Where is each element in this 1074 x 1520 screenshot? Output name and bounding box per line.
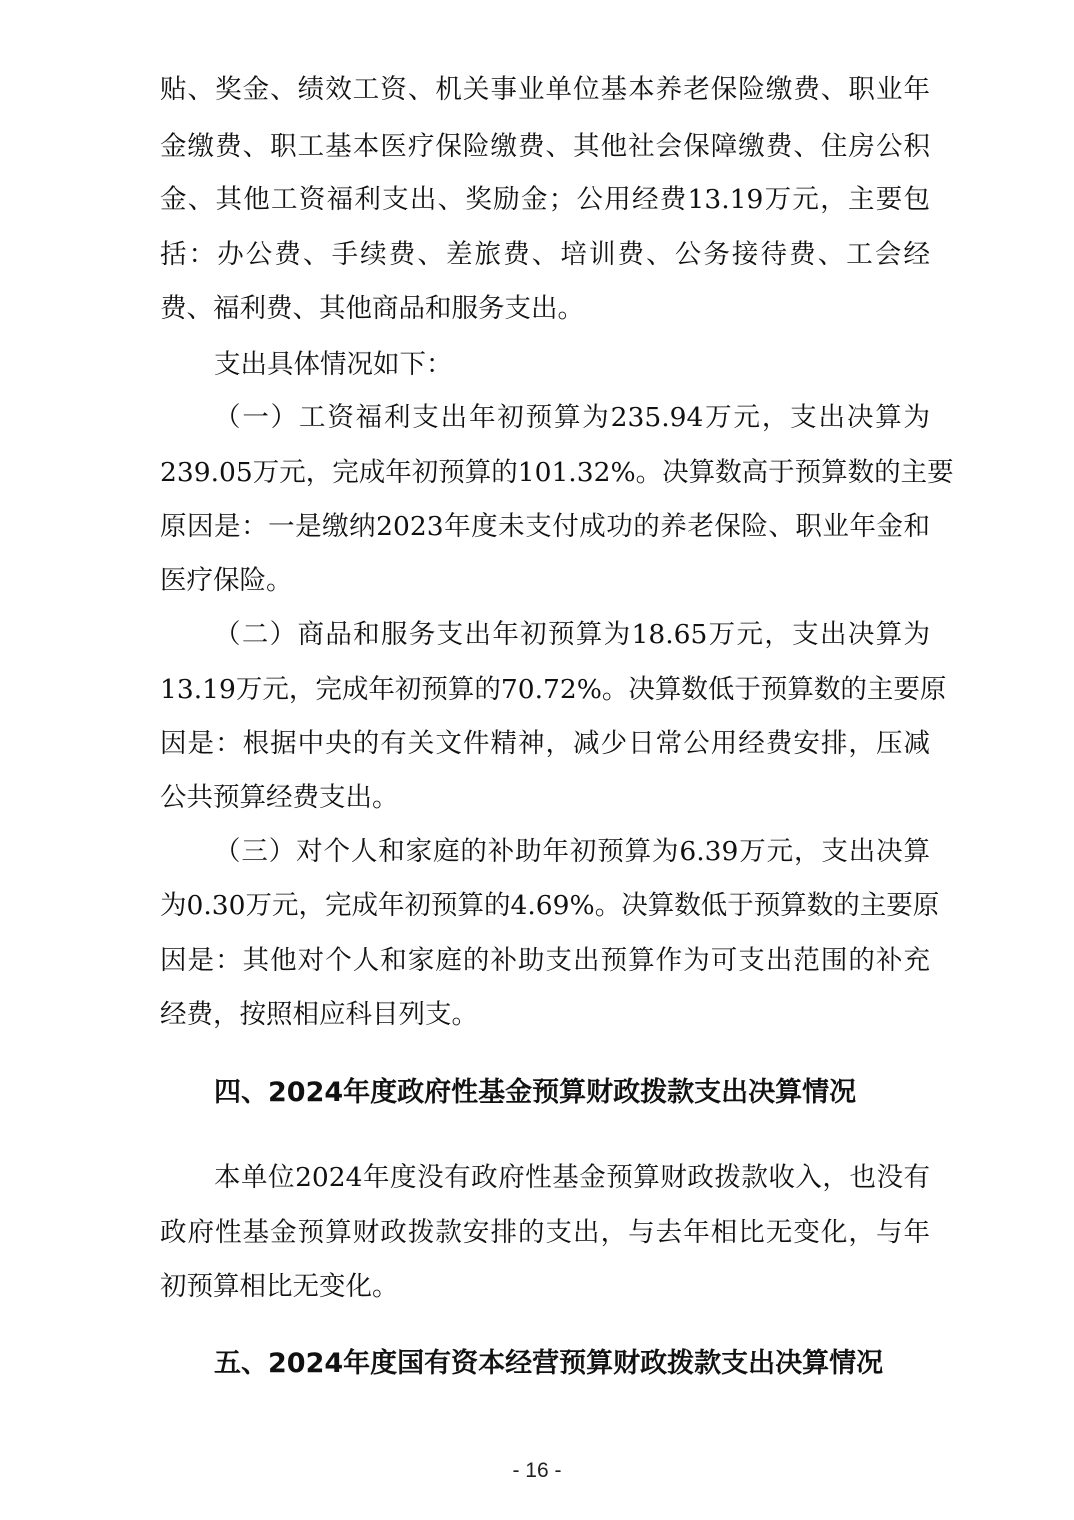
body-text-line: 因是：根据中央的有关文件精神，减少日常公用经费安排，压减 [160, 728, 930, 759]
body-text-line: 政府性基金预算财政拨款安排的支出，与去年相比无变化，与年 [160, 1217, 930, 1248]
body-text-line: （二）商品和服务支出年初预算为18.65万元，支出决算为 [214, 619, 930, 650]
body-text-line: 本单位2024年度没有政府性基金预算财政拨款收入，也没有 [214, 1162, 930, 1193]
body-text-line: （一）工资福利支出年初预算为235.94万元，支出决算为 [214, 402, 930, 433]
body-text-line: 公共预算经费支出。 [160, 782, 399, 813]
body-text-line: 费、福利费、其他商品和服务支出。 [160, 293, 584, 324]
body-text-line: 括：办公费、手续费、差旅费、培训费、公务接待费、工会经 [160, 239, 930, 270]
section-heading-5: 五、2024年度国有资本经营预算财政拨款支出决算情况 [214, 1348, 884, 1379]
body-text-line: 金、其他工资福利支出、奖励金；公用经费13.19万元，主要包 [160, 184, 930, 215]
body-text-line: 经费，按照相应科目列支。 [160, 999, 478, 1030]
body-text-line: 医疗保险。 [160, 565, 293, 596]
body-text-line: 为0.30万元，完成年初预算的4.69%。决算数低于预算数的主要原 [160, 890, 940, 921]
section-heading-4: 四、2024年度政府性基金预算财政拨款支出决算情况 [214, 1077, 857, 1108]
body-text-line: 金缴费、职工基本医疗保险缴费、其他社会保障缴费、住房公积 [160, 131, 930, 162]
body-text-line: 13.19万元，完成年初预算的70.72%。决算数低于预算数的主要原 [160, 674, 947, 705]
body-text-line: （三）对个人和家庭的补助年初预算为6.39万元，支出决算 [214, 836, 930, 867]
body-text-line: 原因是：一是缴纳2023年度未支付成功的养老保险、职业年金和 [160, 511, 930, 542]
body-text-line: 239.05万元，完成年初预算的101.32%。决算数高于预算数的主要 [160, 457, 954, 488]
body-text-line: 贴、奖金、绩效工资、机关事业单位基本养老保险缴费、职业年 [160, 74, 930, 105]
body-text-line: 初预算相比无变化。 [160, 1271, 399, 1302]
body-text-line: 因是：其他对个人和家庭的补助支出预算作为可支出范围的补充 [160, 945, 930, 976]
body-text-line: 支出具体情况如下： [214, 349, 453, 380]
page-number: - 16 - [512, 1459, 562, 1482]
